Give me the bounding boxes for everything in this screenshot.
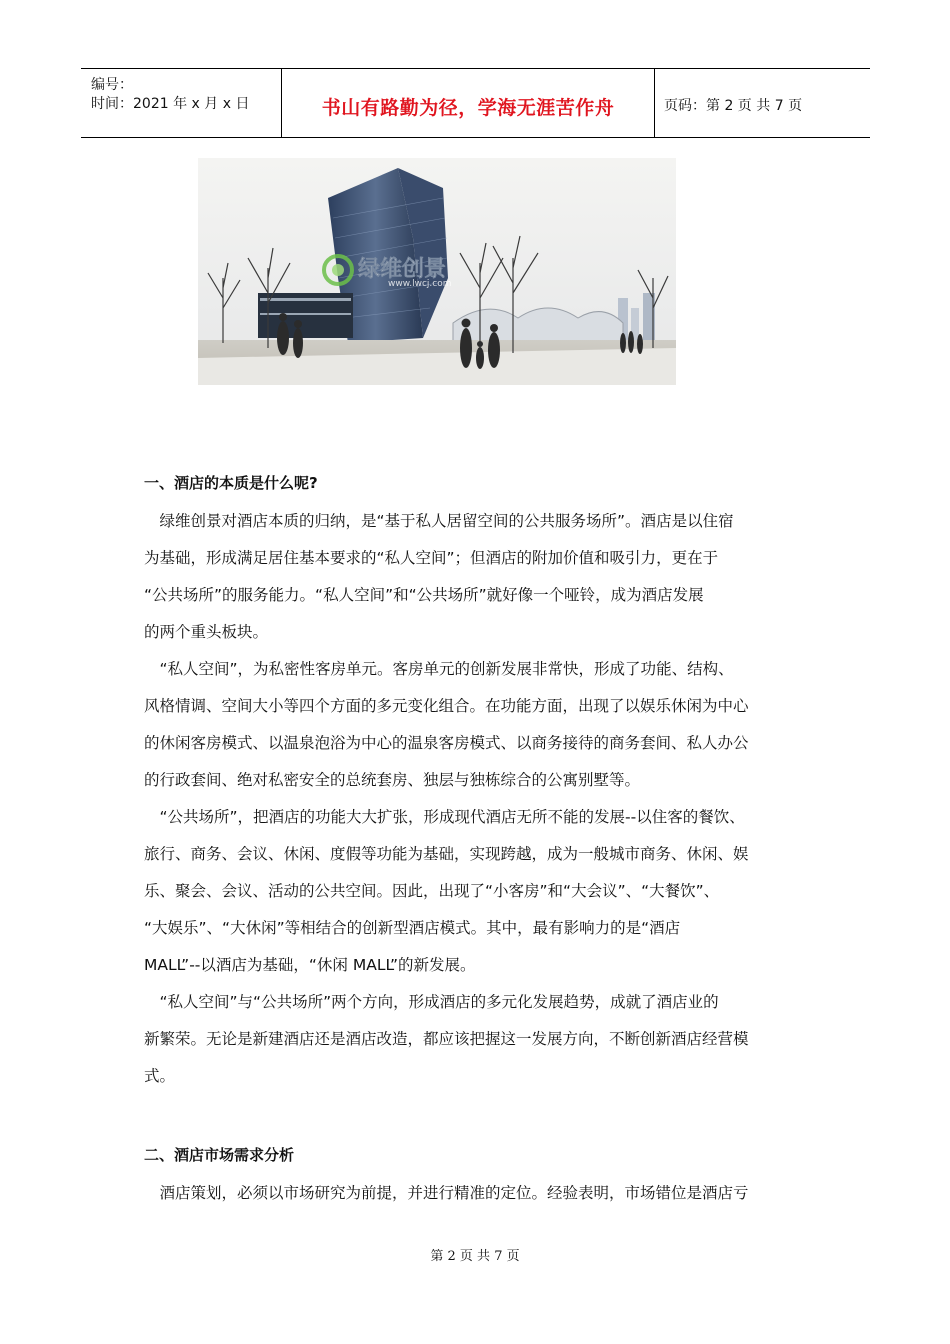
- section-1-paragraph-1: [144, 503, 804, 651]
- section-2-paragraph-1: [144, 1175, 804, 1212]
- text-line: “公共场所”的服务能力。“私人空间”和“公共场所”就好像一个哑铃，成为酒店发展: [144, 586, 704, 604]
- page-header: [81, 68, 870, 138]
- page-code: 页码：第 2 页 共 7 页: [664, 98, 803, 114]
- motto: 书山有路勤为径，学海无涯苦作舟: [321, 97, 615, 119]
- section-1-paragraph-3: [144, 799, 804, 984]
- section-1-heading: 一、酒店的本质是什么呢?: [144, 474, 318, 492]
- page-footer: 第 2 页 共 7 页: [430, 1249, 520, 1264]
- section-2-heading: 二、酒店市场需求分析: [144, 1146, 295, 1164]
- text-line: “私人空间”与“公共场所”两个方向，形成酒店的多元化发展趋势，成就了酒店业的: [144, 993, 719, 1011]
- date-label: 时间：2021 年 x 月 x 日: [91, 96, 250, 112]
- hotel-rendering-image: [198, 158, 676, 385]
- watermark-url: www.lwcj.com: [388, 279, 452, 289]
- header-page-cell: [654, 69, 870, 137]
- section-1-paragraph-4: [144, 984, 804, 1095]
- text-line: 的休闲客房模式、以温泉泡浴为中心的温泉客房模式、以商务接待的商务套间、私人办公: [144, 734, 749, 752]
- text-line: “私人空间”，为私密性客房单元。客房单元的创新发展非常快，形成了功能、结构、: [144, 660, 734, 678]
- text-line: 的行政套间、绝对私密安全的总统套房、独层与独栋综合的公寓别墅等。: [144, 771, 641, 789]
- header-motto-cell: [281, 69, 655, 137]
- text-line: 的两个重头板块。: [144, 623, 269, 641]
- section-1-paragraph-2: [144, 651, 804, 799]
- text-line: 新繁荣。无论是新建酒店还是酒店改造，都应该把握这一发展方向，不断创新酒店经营模: [144, 1030, 749, 1048]
- text-line: MALL”--以酒店为基础，“休闲 MALL”的新发展。: [144, 956, 476, 974]
- text-line: “公共场所”，把酒店的功能大大扩张，形成现代酒店无所不能的发展--以住客的餐饮、: [144, 808, 745, 826]
- header-meta-cell: [81, 69, 281, 137]
- text-line: 风格情调、空间大小等四个方面的多元变化组合。在功能方面，出现了以娱乐休闲为中心: [144, 697, 749, 715]
- text-line: 为基础，形成满足居住基本要求的“私人空间”；但酒店的附加价值和吸引力，更在于: [144, 549, 719, 567]
- text-line: 式。: [144, 1067, 176, 1085]
- watermark-text: 绿维创景: [358, 257, 447, 282]
- text-line: 乐、聚会、会议、活动的公共空间。因此，出现了“小客房”和“大会议”、“大餐饮”、: [144, 882, 720, 900]
- text-line: “大娱乐”、“大休闲”等相结合的创新型酒店模式。其中，最有影响力的是“酒店: [144, 919, 681, 937]
- text-line: 绿维创景对酒店本质的归纳，是“基于私人居留空间的公共服务场所”。酒店是以住宿: [144, 512, 734, 530]
- number-label: 编号：: [91, 77, 133, 93]
- text-line: 旅行、商务、会议、休闲、度假等功能为基础，实现跨越，成为一般城市商务、休闲、娱: [144, 845, 749, 863]
- text-line: 酒店策划，必须以市场研究为前提，并进行精准的定位。经验表明，市场错位是酒店亏: [144, 1184, 749, 1202]
